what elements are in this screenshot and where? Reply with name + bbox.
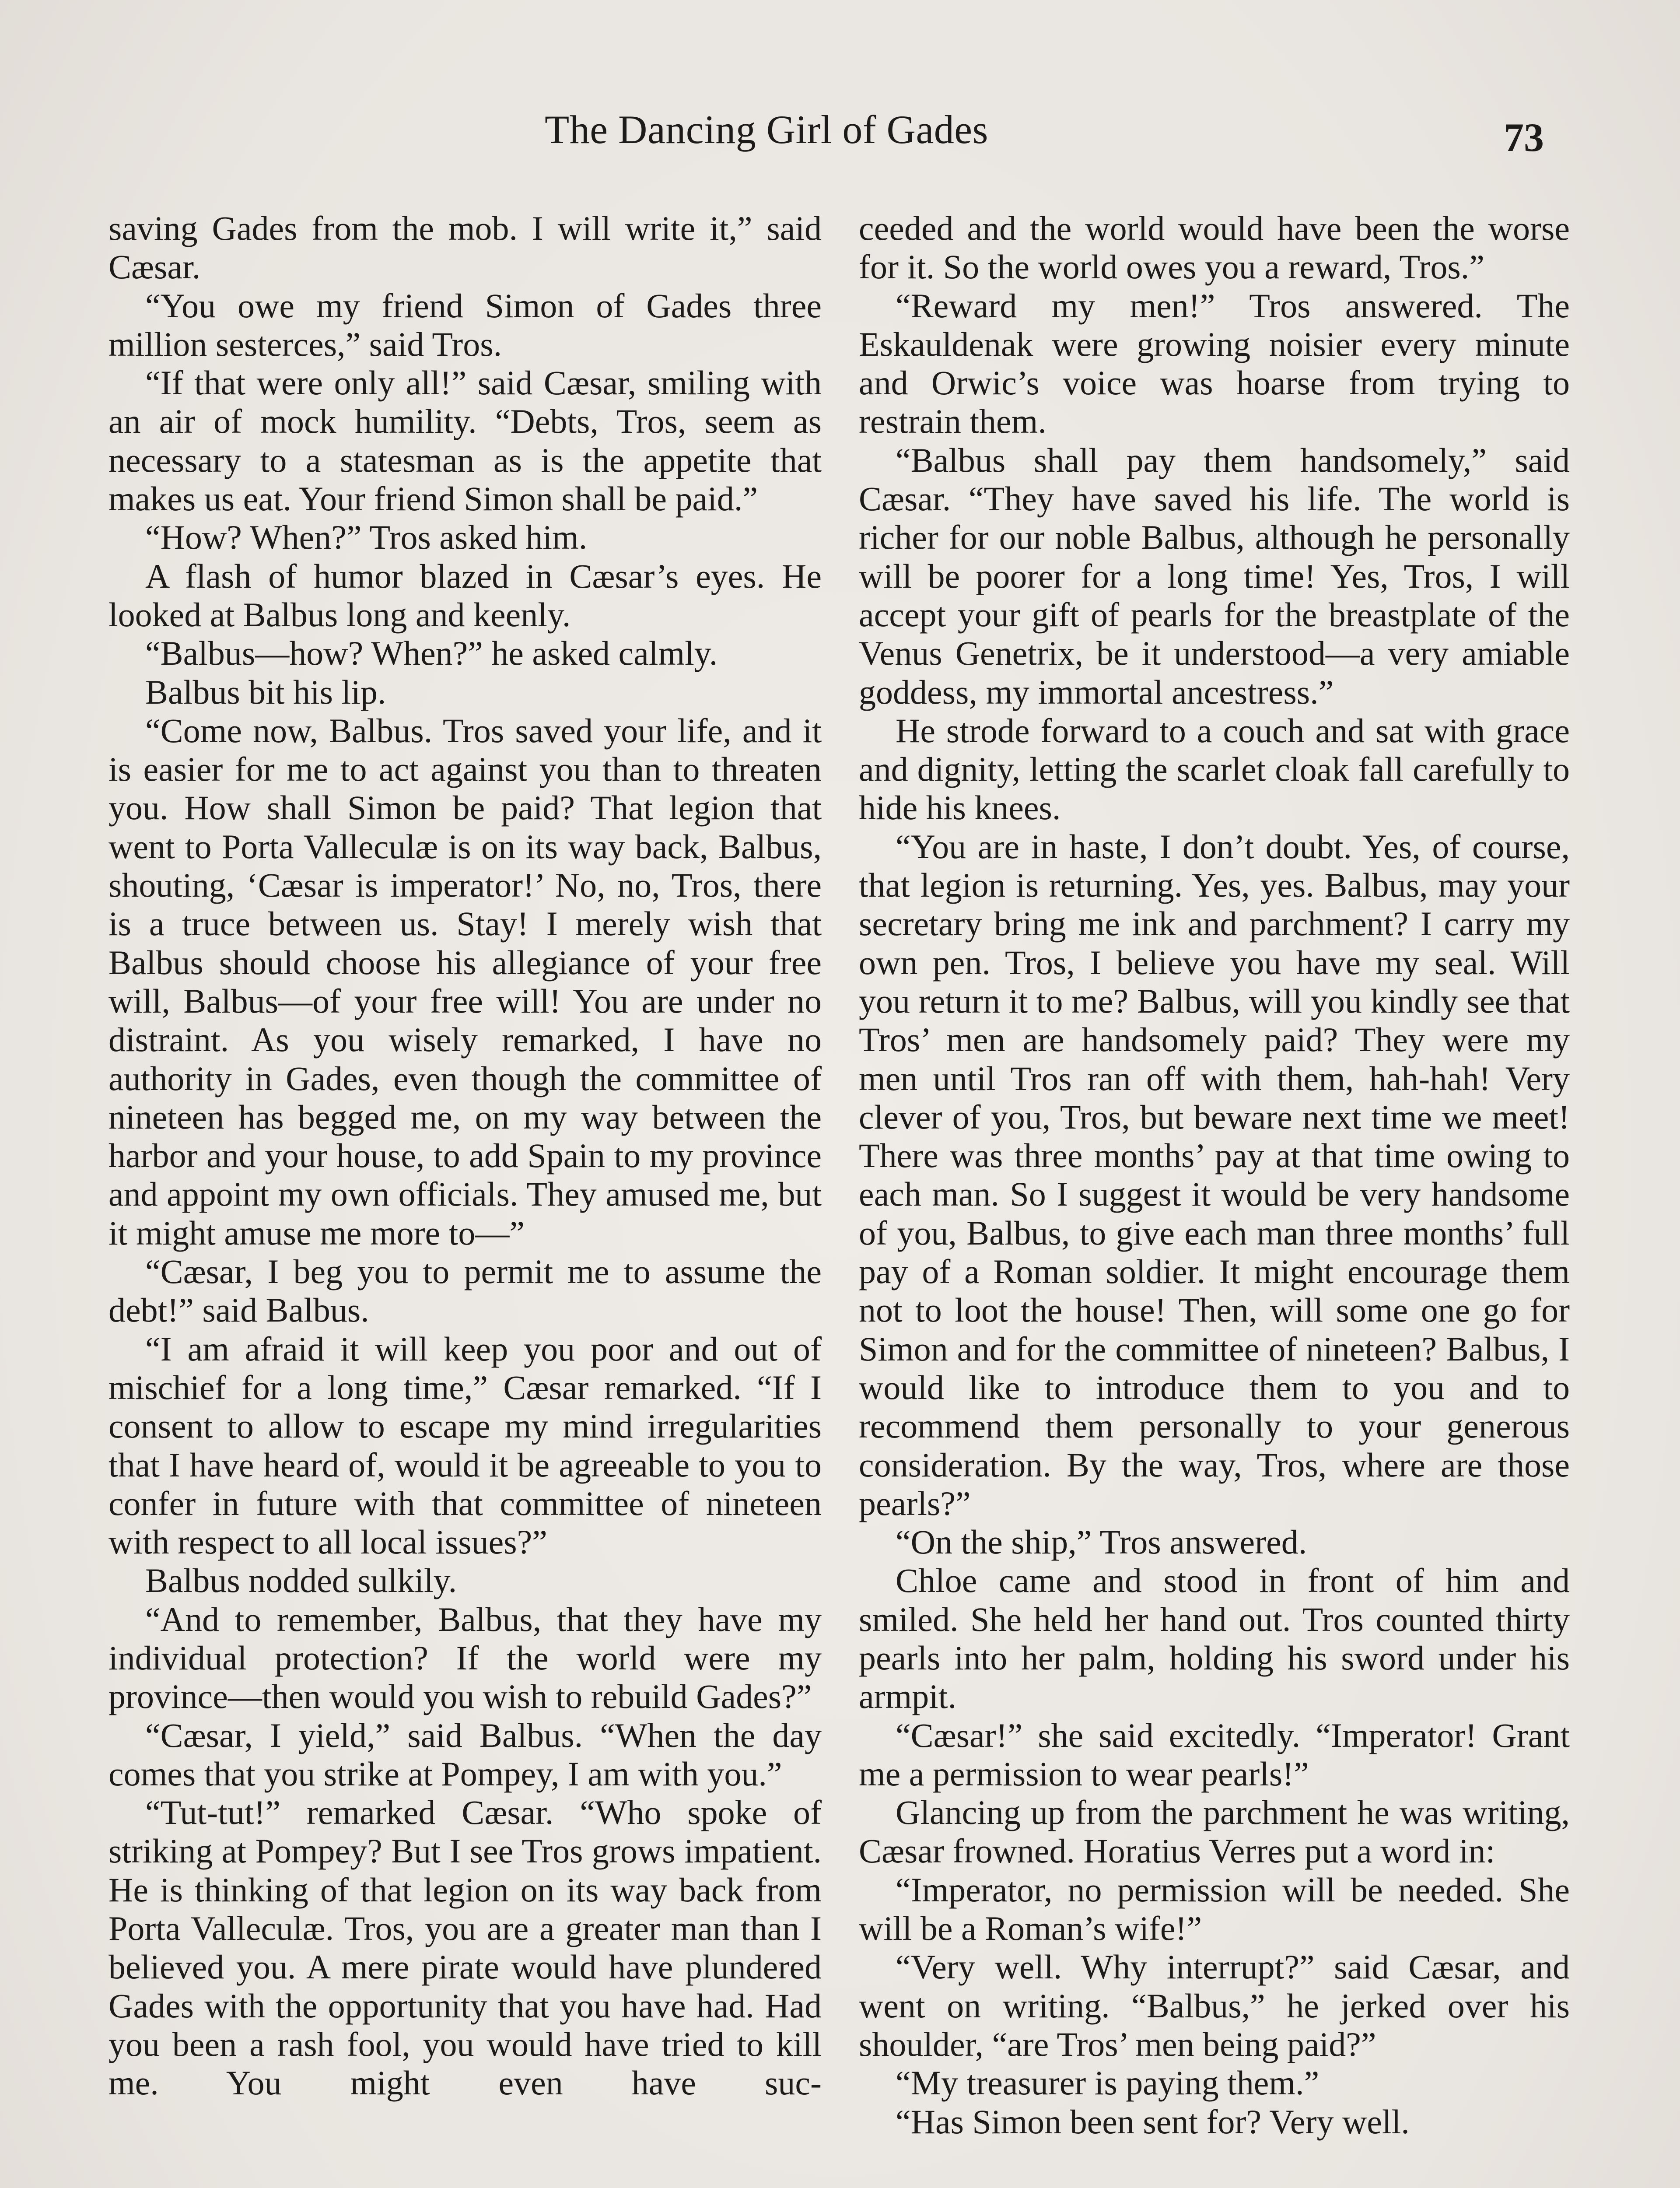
paragraph: “Cæsar, I beg you to permit me to assume the debt!” said Balbus. bbox=[108, 1252, 822, 1329]
paragraph: “If that were only all!” said Cæsar, smiling with an air of mock humility. “Debts, Tros, seem as necessary to a statesman as is the appetite that makes us eat. Your friend Simon shall be paid.” bbox=[108, 364, 822, 518]
paragraph: “Tut-tut!” remarked Cæsar. “Who spoke of striking at Pompey? But I see Tros grows impatient. He is thinking of that legion on its way back from Porta Valleculæ. Tros, you are a greater man than I believed you. A mere pirate would have plundered Gades with the opportunity that you have had. Had you been a rash fool, you would have tried to kill me. You might even have suc- bbox=[108, 1793, 822, 2102]
paragraph: saving Gades from the mob. I will write it,” said Cæsar. bbox=[108, 209, 822, 286]
paragraph: “Very well. Why interrupt?” said Cæsar, and went on writing. “Balbus,” he jerked over his shoulder, “are Tros’ men being paid?” bbox=[859, 1948, 1570, 2063]
paragraph: A flash of humor blazed in Cæsar’s eyes. He looked at Balbus long and keenly. bbox=[108, 557, 822, 634]
paragraph: “You owe my friend Simon of Gades three million sesterces,” said Tros. bbox=[108, 286, 822, 363]
paragraph: Chloe came and stood in front of him and smiled. She held her hand out. Tros counted thirty pearls into her palm, holding his sword under his armpit. bbox=[859, 1561, 1570, 1716]
paragraph: Balbus bit his lip. bbox=[145, 673, 386, 711]
paragraph: “Balbus—how? When?” he asked calmly. bbox=[145, 634, 718, 673]
paragraph: “Cæsar!” she said excitedly. “Imperator! Grant me a permission to wear pearls!” bbox=[859, 1716, 1570, 1793]
left-column bbox=[108, 209, 822, 2103]
paragraph: “Come now, Balbus. Tros saved your life, and it is easier for me to act against you than to threaten you. How shall Simon be paid? That legion that went to Porta Valleculæ is on its way back, Balbus, shouting, ‘Cæsar is imperator!’ No, no, Tros, there is a truce between us. Stay! I merely wish that Balbus should choose his allegiance of your free will, Balbus—of your free will! You are under no distraint. As you wisely remarked, I have no authority in Gades, even though the committee of nineteen has begged me, on my way between the harbor and your house, to add Spain to my province and appoint my own officials. They amused me, but it might amuse me more to—” bbox=[108, 711, 822, 1252]
paragraph: “How? When?” Tros asked him. bbox=[145, 518, 588, 557]
paragraph: “Cæsar, I yield,” said Balbus. “When the day comes that you strike at Pompey, I am with you.” bbox=[108, 1716, 822, 1793]
paragraph: ceeded and the world would have been the worse for it. So the world owes you a reward, Tros.” bbox=[859, 209, 1570, 286]
paragraph: “Balbus shall pay them handsomely,” said Cæsar. “They have saved his life. The world is richer for our noble Balbus, although he personally will be poorer for a long time! Yes, Tros, I will accept your gift of pearls for the breastplate of the Venus Genetrix, be it understood—a very amiable goddess, my immortal ancestress.” bbox=[859, 441, 1570, 711]
paragraph: “My treasurer is paying them.” bbox=[896, 2064, 1320, 2102]
paragraph: “Reward my men!” Tros answered. The Eskauldenak were growing noisier every minute and Orwic’s voice was hoarse from trying to restrain them. bbox=[859, 286, 1570, 441]
paragraph: Glancing up from the parchment he was writing, Cæsar frowned. Horatius Verres put a word in: bbox=[859, 1793, 1570, 1870]
paragraph: “I am afraid it will keep you poor and out of mischief for a long time,” Cæsar remarked. “If I consent to allow to escape my mind irregularities that I have heard of, would it be agreeable to you to confer in future with that committee of nineteen with respect to all local issues?” bbox=[108, 1329, 822, 1561]
paragraph: “And to remember, Balbus, that they have my individual protection? If the world were my province—then would you wish to rebuild Gades?” bbox=[108, 1600, 822, 1716]
paragraph: “You are in haste, I don’t doubt. Yes, of course, that legion is returning. Yes, yes. Balbus, may your secretary bring me ink and parchment? I carry my own pen. Tros, I believe you have my seal. Will you return it to me? Balbus, will you kindly see that Tros’ men are handsomely paid? They were my men until Tros ran off with them, hah-hah! Very clever of you, Tros, but beware next time we meet! There was three months’ pay at that time owing to each man. So I suggest it would be very handsome of you, Balbus, to give each man three months’ full pay of a Roman soldier. It might encourage them not to loot the house! Then, will some one go for Simon and for the committee of nineteen? Balbus, I would like to introduce them to you and to recommend them personally to your generous consideration. By the way, Tros, where are those pearls?” bbox=[859, 827, 1570, 1522]
paragraph: “On the ship,” Tros answered. bbox=[896, 1523, 1307, 1561]
paragraph: He strode forward to a couch and sat with grace and dignity, letting the scarlet cloak fall carefully to hide his knees. bbox=[859, 711, 1570, 827]
paragraph: “Imperator, no permission will be needed. She will be a Roman’s wife!” bbox=[859, 1870, 1570, 1948]
right-column bbox=[859, 209, 1570, 2141]
paragraph: Balbus nodded sulkily. bbox=[145, 1561, 457, 1600]
running-head-title: The Dancing Girl of Gades bbox=[545, 107, 988, 152]
paragraph: “Has Simon been sent for? Very well. bbox=[896, 2102, 1410, 2141]
page-number: 73 bbox=[1504, 115, 1544, 160]
